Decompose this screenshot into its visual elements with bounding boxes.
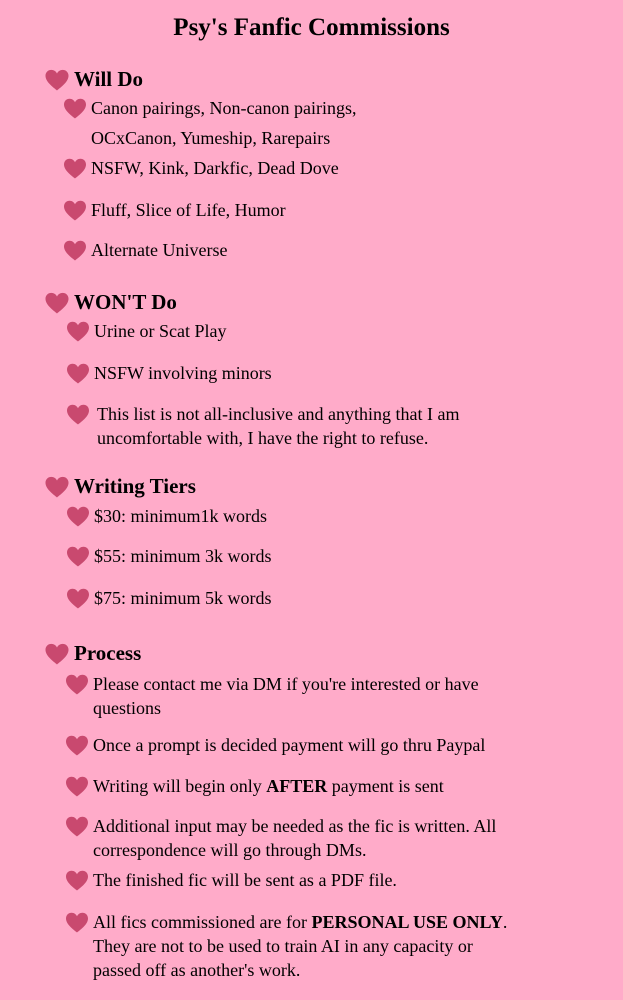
heart-icon [66, 506, 90, 527]
list-item [63, 96, 356, 153]
list-item-text: This list is not all-inclusive and anything that I am uncomfortable with, I have the right to refuse. [97, 404, 460, 448]
section-heading-label: WON'T Do [74, 290, 177, 314]
section-heading-label: Process [74, 641, 142, 665]
list-item [63, 198, 286, 222]
list-item-text: Fluff, Slice of Life, Humor [91, 200, 286, 220]
list-item [66, 586, 272, 610]
list-item-text: Urine or Scat Play [94, 321, 227, 341]
section-heading-label: Writing Tiers [74, 474, 196, 498]
page-title: Psy's Fanfic Commissions [173, 14, 450, 41]
heart-icon [66, 546, 90, 567]
list-item [66, 319, 226, 343]
heart-icon [65, 776, 89, 797]
list-item [66, 361, 272, 385]
section-heading-wont-do [44, 290, 177, 315]
emphasis-personal-use: PERSONAL USE ONLY [311, 912, 503, 932]
heart-icon [66, 404, 90, 425]
heart-icon [65, 674, 89, 695]
heart-icon [65, 816, 89, 837]
list-item-text: All fics commissioned are for PERSONAL USE ONLY. They are not to be used to train AI in any capacity or passed off as another's work. [93, 912, 508, 980]
heart-icon [44, 643, 70, 665]
list-item-text: The finished fic will be sent as a PDF file. [93, 870, 397, 890]
list-item-text: Please contact me via DM if you're interested or have questions [93, 674, 479, 718]
list-item [65, 733, 485, 757]
heart-icon [66, 363, 90, 384]
list-item [65, 910, 507, 982]
list-item [65, 774, 444, 798]
list-item [63, 156, 339, 180]
list-item [65, 814, 496, 862]
list-item [66, 544, 272, 568]
heart-icon [66, 321, 90, 342]
list-item-text: $55: minimum 3k words [94, 546, 272, 566]
list-item-text: Writing will begin only AFTER payment is sent [93, 776, 444, 796]
section-heading-process [44, 641, 141, 666]
list-item-text: $30: minimum1k words [94, 506, 268, 526]
heart-icon [44, 69, 70, 91]
list-item-text: Once a prompt is decided payment will go thru Paypal [93, 735, 486, 755]
list-item-text: NSFW involving minors [94, 363, 272, 383]
heart-icon [65, 870, 89, 891]
heart-icon [63, 240, 87, 261]
heart-icon [44, 476, 70, 498]
list-item-text: Alternate Universe [91, 240, 228, 260]
list-item-text: NSFW, Kink, Darkfic, Dead Dove [91, 158, 339, 178]
list-item [65, 672, 479, 720]
list-item [65, 868, 397, 892]
heart-icon [63, 98, 87, 119]
list-item-text: Additional input may be needed as the fic is written. All correspondence will go through DMs. [93, 816, 497, 860]
section-heading-label: Will Do [74, 67, 144, 91]
heart-icon [63, 200, 87, 221]
list-item-text: $75: minimum 5k words [94, 588, 272, 608]
heart-icon [44, 292, 70, 314]
heart-icon [65, 912, 89, 933]
heart-icon [65, 735, 89, 756]
list-item-text: Canon pairings, Non-canon pairings, OCxCanon, Yumeship, Rarepairs [91, 98, 357, 148]
list-item [66, 402, 459, 450]
heart-icon [63, 158, 87, 179]
section-heading-writing-tiers [44, 474, 196, 499]
section-heading-will-do [44, 67, 143, 92]
list-item [66, 504, 267, 528]
heart-icon [66, 588, 90, 609]
emphasis-after: AFTER [266, 776, 328, 796]
list-item [63, 238, 227, 262]
